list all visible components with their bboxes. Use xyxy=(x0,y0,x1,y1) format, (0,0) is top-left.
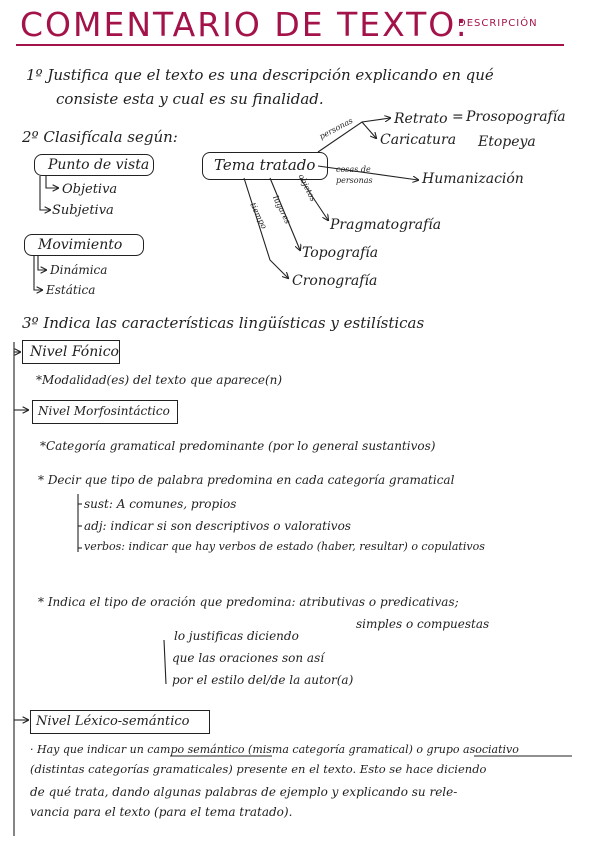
nivel-morfo-label: Nivel Morfosintáctico xyxy=(38,404,170,418)
p1-line2: consiste esta y cual es su finalidad. xyxy=(56,90,324,108)
lexico-line4: vancia para el texto (para el tema tratado). xyxy=(30,805,293,819)
retrato-label: Retrato xyxy=(394,111,448,127)
justificar-line2: que las oraciones son así xyxy=(172,651,325,665)
cosas-de-personas-2: personas xyxy=(336,176,373,185)
etopeya-label: Etopeya xyxy=(478,134,536,150)
verbos-text: verbos: indicar que hay verbos de estado (haber, resultar) o copulativos xyxy=(84,540,485,553)
prosopografia-label: Prosopografía xyxy=(466,109,566,125)
estatica-label: Estática xyxy=(46,283,96,297)
humanizacion-label: Humanización xyxy=(422,171,524,187)
subjetiva-label: Subjetiva xyxy=(52,203,114,218)
pragmatografia-label: Pragmatografía xyxy=(330,217,442,233)
lexico-line2: (distintas categorías gramaticales) presente en el texto. Esto se hace diciendo xyxy=(30,762,487,776)
caricatura-label: Caricatura xyxy=(380,132,457,148)
dinamica-label: Dinámica xyxy=(50,263,108,277)
p1-line1: 1º Justifica que el texto es una descripción explicando en qué xyxy=(26,66,494,84)
nivel-lexico-label: Nivel Léxico-semántico xyxy=(36,714,190,729)
categoria-text: *Categoría gramatical predominante (por lo general sustantivos) xyxy=(40,439,436,453)
topografia-label: Topografía xyxy=(302,245,379,261)
modalidad-text: *Modalidad(es) del texto que aparece(n) xyxy=(36,373,283,387)
equals-sign: = xyxy=(452,109,464,125)
decir-text: * Decir que tipo de palabra predomina en cada categoría gramatical xyxy=(38,473,455,487)
lugares-label: lugares xyxy=(270,194,293,226)
punto-de-vista-label: Punto de vista xyxy=(48,157,150,173)
tema-tratado-label: Tema tratado xyxy=(214,156,316,174)
lexico-line1: · Hay que indicar un campo semántico (misma categoría gramatical) o grupo asociativo xyxy=(30,743,519,756)
justificar-line1: lo justificas diciendo xyxy=(174,629,299,643)
objetos-label: objetos xyxy=(296,172,318,203)
p3-heading: 3º Indica las características lingüísticas y estilísticas xyxy=(22,314,425,332)
personas-label: personas xyxy=(317,115,355,142)
justificar-line3: por el estilo del/de la autor(a) xyxy=(172,673,354,687)
objetiva-label: Objetiva xyxy=(62,182,118,197)
page-subtitle: DESCRIPCIÓN xyxy=(458,18,538,29)
indica-oracion-text: * Indica el tipo de oración que predomina: atributivas o predicativas; xyxy=(38,595,459,609)
movimiento-label: Movimiento xyxy=(38,237,123,253)
sust-text: sust: A comunes, propios xyxy=(84,497,237,511)
nivel-fonico-label: Nivel Fónico xyxy=(30,344,119,360)
tiempo-label: tiempo xyxy=(248,201,269,231)
p2-heading: 2º Clasifícala según: xyxy=(22,128,178,146)
cosas-de-personas-1: cosas de xyxy=(336,165,371,174)
cronografia-label: Cronografía xyxy=(292,273,378,289)
simples-text: simples o compuestas xyxy=(356,617,490,631)
adj-text: adj: indicar si son descriptivos o valorativos xyxy=(84,519,351,533)
lexico-line3: de qué trata, dando algunas palabras de ejemplo y explicando su rele- xyxy=(30,785,458,799)
page-title: COMENTARIO DE TEXTO: xyxy=(20,5,469,44)
